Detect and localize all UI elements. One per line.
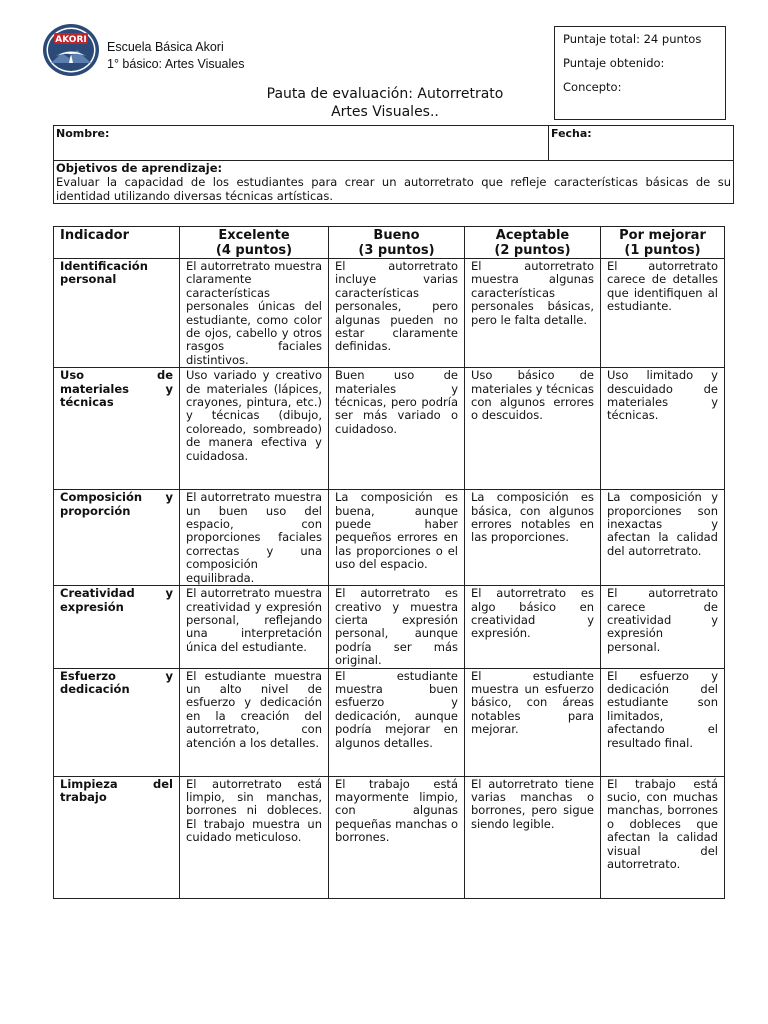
excelente-cell: El autorretrato muestra un buen uso del espacio, con proporciones faciales correctas y una composición equilibrada.: [180, 490, 329, 586]
name-label: Nombre:: [56, 127, 110, 140]
date-label: Fecha:: [551, 127, 592, 140]
rubric-row: [54, 586, 725, 668]
indicator-cell: Composición y proporción: [54, 490, 180, 586]
indicator-cell: Uso de materiales y técnicas: [54, 368, 180, 490]
indicator-cell: Esfuerzo y dedicación: [54, 668, 180, 776]
school-logo: [42, 23, 100, 77]
bueno-cell: El estudiante muestra buen esfuerzo y dedicación, aunque podría mejorar en algunos detalles.: [329, 668, 465, 776]
header-excelente: Excelente (4 puntos): [180, 227, 329, 259]
bueno-cell: El trabajo está mayormente limpio, con algunas pequeñas manchas o borrones.: [329, 776, 465, 898]
school-name: Escuela Básica Akori: [107, 40, 224, 54]
excelente-cell: El estudiante muestra un alto nivel de esfuerzo y dedicación en la creación del autorretrato, con atención a los detalles.: [180, 668, 329, 776]
aceptable-cell: El autorretrato tiene varias manchas o borrones, pero sigue siendo legible.: [465, 776, 601, 898]
header-por-mejorar: Por mejorar (1 puntos): [601, 227, 725, 259]
aceptable-cell: El autorretrato muestra algunas características personales básicas, pero le falta detalle.: [465, 259, 601, 368]
bueno-cell: El autorretrato incluye varias características personales, pero algunas pueden no estar claramente definidas.: [329, 259, 465, 368]
rubric-row: [54, 776, 725, 898]
aceptable-cell: El autorretrato es algo básico en creatividad y expresión.: [465, 586, 601, 668]
name-field[interactable]: [54, 126, 549, 161]
bueno-cell: La composición es buena, aunque puede haber pequeños errores en las proporciones o el uso del espacio.: [329, 490, 465, 586]
por-mejorar-cell: El trabajo está sucio, con muchas manchas, borrones o dobleces que afectan la calidad visual del autorretrato.: [601, 776, 725, 898]
aceptable-cell: La composición es básica, con algunos errores notables en las proporciones.: [465, 490, 601, 586]
title-line-2: Artes Visuales..: [331, 104, 439, 120]
title-line-1: Pauta de evaluación: Autorretrato: [266, 86, 504, 102]
indicator-cell: Creatividad y expresión: [54, 586, 180, 668]
header-indicator: Indicador: [54, 227, 180, 259]
rubric-row: [54, 668, 725, 776]
total-score: Puntaje total: 24 puntos: [563, 32, 702, 46]
por-mejorar-cell: Uso limitado y descuidado de materiales y técnicas.: [601, 368, 725, 490]
page-title: [200, 85, 570, 121]
indicator-cell: Identificación personal: [54, 259, 180, 368]
bueno-cell: Buen uso de materiales y técnicas, pero podría ser más variado o cuidadoso.: [329, 368, 465, 490]
por-mejorar-cell: La composición y proporciones son inexactas y afectan la calidad del autorretrato.: [601, 490, 725, 586]
por-mejorar-cell: El esfuerzo y dedicación del estudiante son limitados, afectando el resultado final.: [601, 668, 725, 776]
course-name: 1° básico: Artes Visuales: [107, 57, 245, 71]
logo-text: AKORI: [55, 35, 87, 45]
objectives-text: Evaluar la capacidad de los estudiantes para crear un autorretrato que refleje características básicas de su identidad utilizando diversas técnicas artísticas.: [56, 175, 731, 203]
rubric-row: [54, 259, 725, 368]
por-mejorar-cell: El autorretrato carece de creatividad y expresión personal.: [601, 586, 725, 668]
header-aceptable: Aceptable (2 puntos): [465, 227, 601, 259]
excelente-cell: El autorretrato muestra claramente características personales únicas del estudiante, como color de ojos, cabello y otros rasgos faciales distintivos.: [180, 259, 329, 368]
rubric-header-row: [54, 227, 725, 259]
excelente-cell: Uso variado y creativo de materiales (lápices, crayones, pintura, etc.) y técnicas (dibujo, coloreado, sombreado) de manera efectiva y cuidadosa.: [180, 368, 329, 490]
por-mejorar-cell: El autorretrato carece de detalles que identifiquen al estudiante.: [601, 259, 725, 368]
excelente-cell: El autorretrato muestra creatividad y expresión personal, reflejando una interpretación única del estudiante.: [180, 586, 329, 668]
date-field[interactable]: [549, 126, 734, 161]
obtained-score[interactable]: Puntaje obtenido:: [563, 56, 665, 70]
bueno-cell: El autorretrato es creativo y muestra cierta expresión personal, aunque podría ser más original.: [329, 586, 465, 668]
score-box: [554, 26, 726, 120]
aceptable-cell: El estudiante muestra un esfuerzo básico, con áreas notables para mejorar.: [465, 668, 601, 776]
concept[interactable]: Concepto:: [563, 80, 622, 94]
rubric-row: [54, 490, 725, 586]
student-info-table: [53, 125, 734, 161]
excelente-cell: El autorretrato está limpio, sin manchas, borrones ni dobleces. El trabajo muestra un cuidado meticuloso.: [180, 776, 329, 898]
indicator-cell: Limpieza del trabajo: [54, 776, 180, 898]
aceptable-cell: Uso básico de materiales y técnicas con algunos errores o descuidos.: [465, 368, 601, 490]
objectives-label: Objetivos de aprendizaje:: [56, 161, 223, 175]
objectives-box: [53, 160, 734, 204]
header-bueno: Bueno (3 puntos): [329, 227, 465, 259]
rubric-row: [54, 368, 725, 490]
rubric-table: [53, 226, 725, 899]
